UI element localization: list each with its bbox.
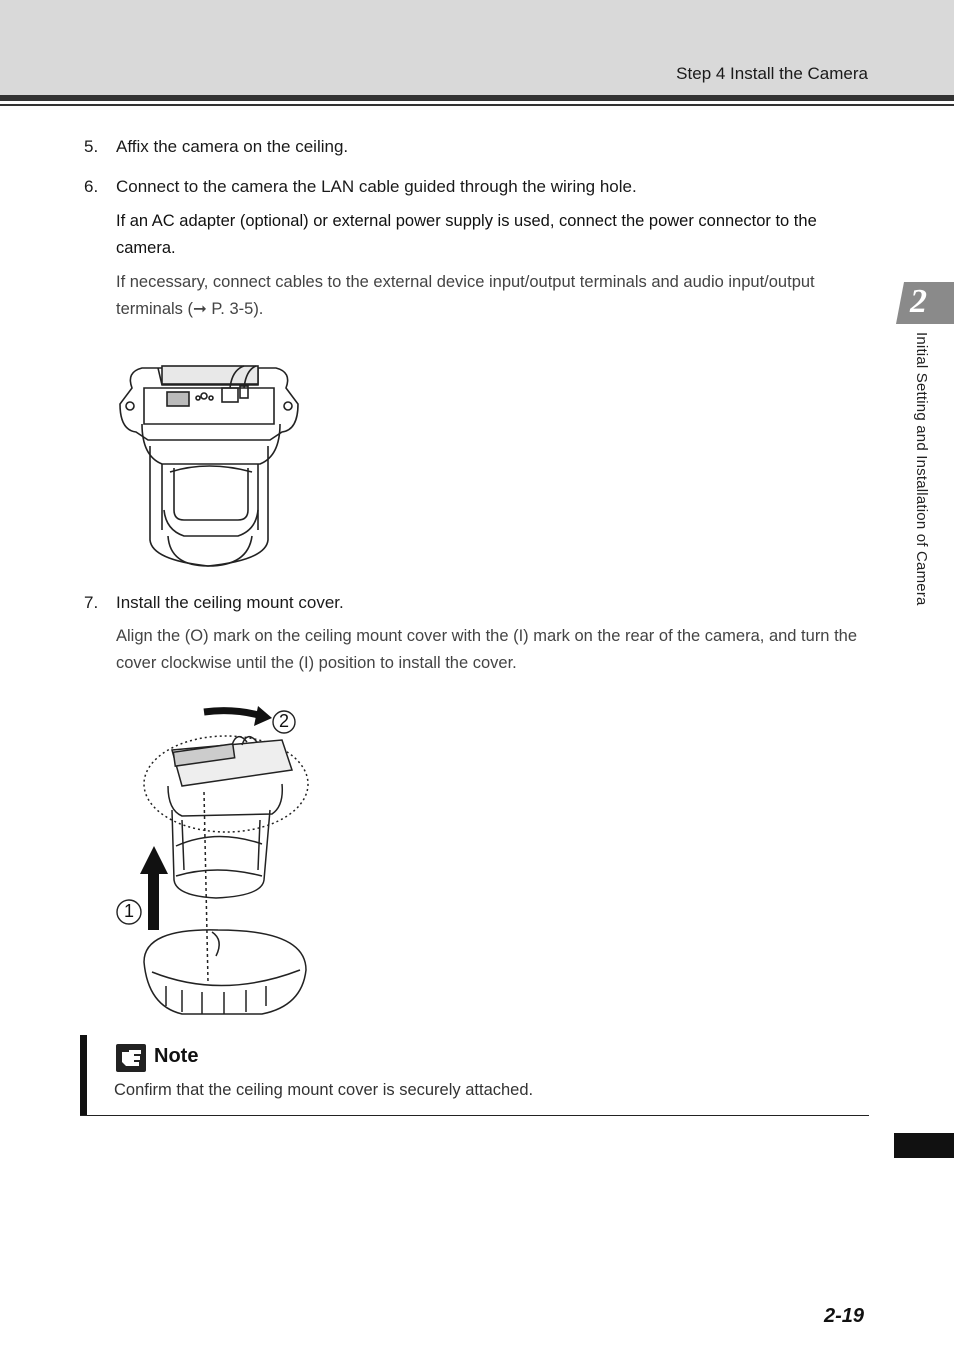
step-number: 5. — [84, 137, 99, 156]
rotate-arrow-icon — [204, 711, 262, 716]
page-number: 2-19 — [823, 1305, 864, 1327]
step-number: 7. — [84, 593, 99, 612]
side-index-tab — [894, 1133, 954, 1158]
step-6-detail-1: If an AC adapter (optional) or external power supply is used, connect the power connector to the camera. — [116, 212, 817, 257]
callout-2-label: 2 — [278, 711, 289, 731]
step-text: Connect to the camera the LAN cable guided through the wiring hole. — [116, 177, 637, 196]
step-5 — [84, 137, 348, 157]
step-text: Install the ceiling mount cover. — [116, 593, 344, 612]
note-title: Note — [154, 1045, 199, 1067]
header-rule-thick — [0, 95, 954, 101]
step-6 — [84, 177, 637, 197]
callout-2 — [258, 708, 296, 734]
chapter-tab — [896, 282, 954, 324]
step-6-detail-2: If necessary, connect cables to the external device input/output terminals and audio input/output terminals (➞ P. 3-5). — [116, 273, 815, 318]
step-number: 6. — [84, 177, 99, 196]
header-rule-thin — [0, 104, 954, 106]
callout-1-label: 1 — [123, 901, 134, 921]
note-bar — [80, 1035, 87, 1115]
header-title: Step 4 Install the Camera — [676, 64, 868, 83]
callout-1 — [114, 898, 150, 926]
step-7-detail: Align the (O) mark on the ceiling mount cover with the (I) mark on the rear of the camera, and turn the cover clockwise until the (I) position to install the cover. — [116, 627, 858, 672]
chapter-number: 2 — [910, 283, 927, 320]
chapter-title-vertical: Initial Setting and Installation of Camera — [913, 332, 930, 606]
note-text: Confirm that the ceiling mount cover is securely attached. — [114, 1081, 534, 1099]
step-7 — [84, 593, 344, 613]
mount-cover-figure — [112, 700, 312, 1020]
camera-connection-figure — [112, 360, 308, 572]
pointing-hand-icon — [116, 1044, 146, 1072]
note-bottom-rule — [80, 1115, 869, 1116]
mount-cover-drawing — [112, 700, 312, 1020]
step-text: Affix the camera on the ceiling. — [116, 137, 349, 156]
